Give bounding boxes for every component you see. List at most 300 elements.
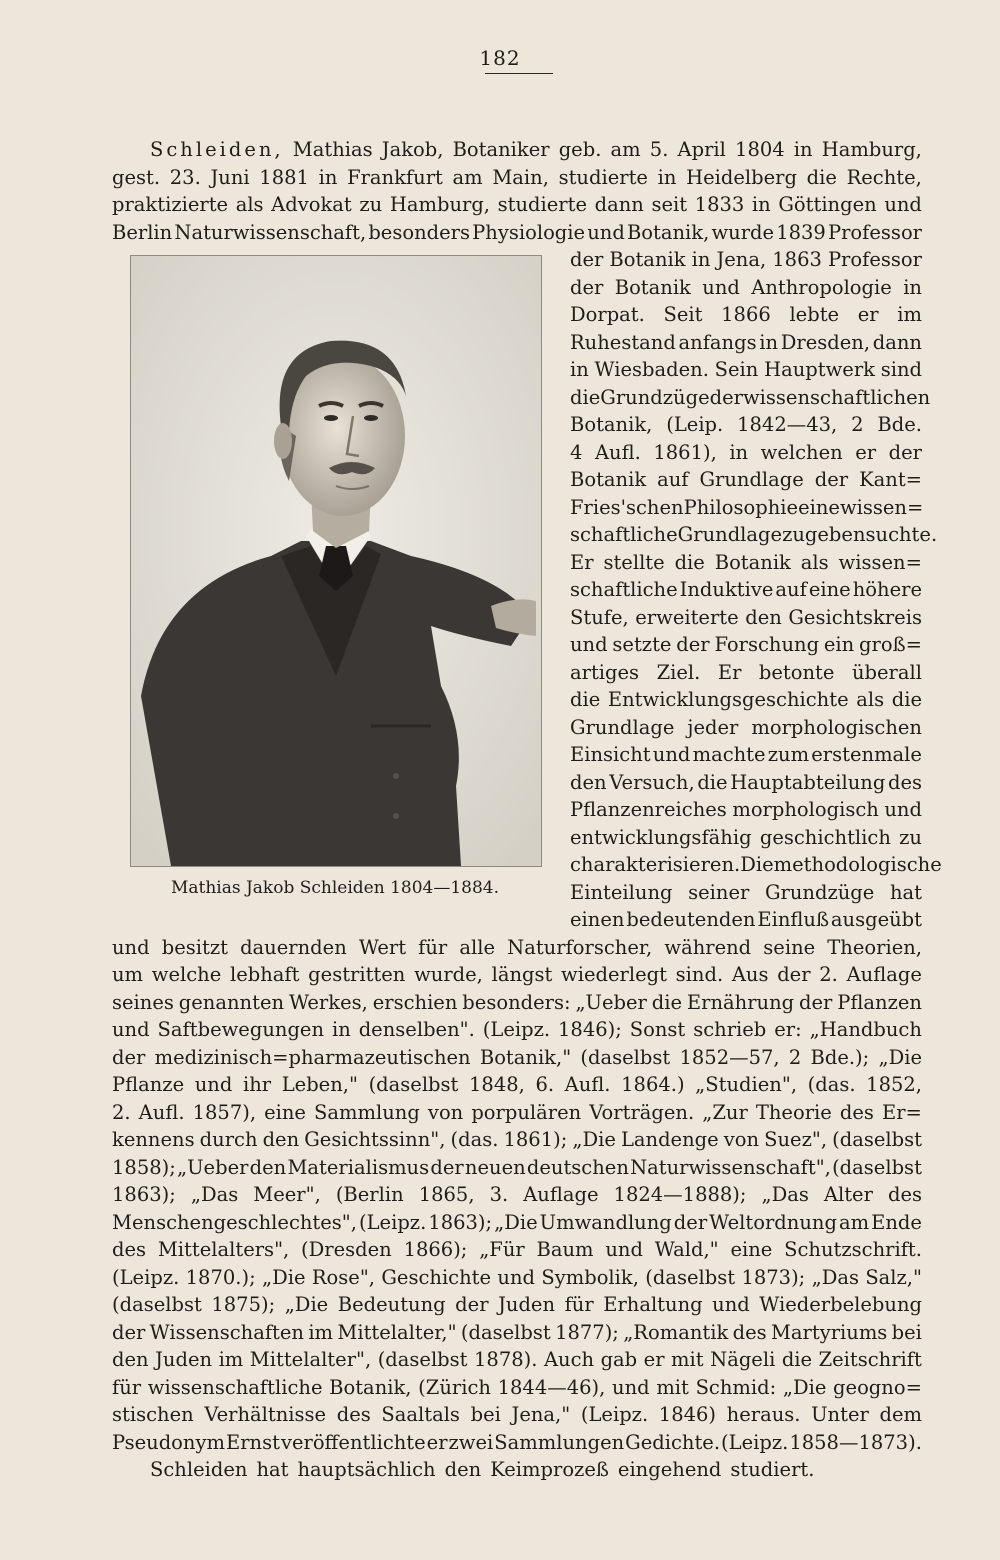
text-word: höhere	[852, 578, 922, 601]
text-word: Er	[717, 660, 742, 684]
text-word: seit	[651, 193, 688, 216]
text-word: zu	[899, 825, 922, 849]
text-word: wiederlegt	[561, 963, 667, 986]
text-word: die	[674, 550, 705, 574]
text-word: in	[903, 275, 922, 299]
text-word: besonders:	[462, 990, 571, 1014]
text-word: Frankfurt	[347, 165, 443, 189]
text-word: Forschung	[714, 633, 820, 656]
text-word: Symbolik,	[541, 1265, 639, 1289]
text-line	[570, 410, 922, 440]
text-word: Einsicht	[570, 743, 651, 766]
text-word: 5.	[649, 138, 669, 161]
text-word: Auflage	[846, 963, 922, 986]
text-word: setzte	[612, 633, 672, 656]
text-word: (daselbst	[580, 1045, 671, 1069]
text-word: die	[781, 1348, 813, 1371]
text-word: Juden	[498, 1293, 556, 1316]
text-word: er	[855, 440, 877, 464]
text-word: Mittelalter,"	[337, 1320, 457, 1344]
text-word: Auflage	[523, 1183, 599, 1206]
text-word: Hamburg,	[821, 138, 922, 161]
text-word: „Die	[494, 1210, 538, 1234]
text-line	[112, 1153, 922, 1183]
text-word: einen	[570, 908, 625, 931]
text-word: Main,	[492, 165, 549, 189]
text-word: der	[799, 990, 833, 1014]
text-word: er	[643, 1348, 665, 1371]
text-word: Ruhestand	[570, 330, 676, 354]
text-word: Hauptabteilung	[730, 770, 886, 794]
text-word: die	[697, 770, 728, 794]
text-word: Naturforscher,	[507, 935, 653, 959]
text-word: in	[331, 1018, 351, 1041]
text-word: gab	[600, 1348, 638, 1371]
text-word: genannten	[178, 990, 285, 1014]
text-word: „Die	[572, 1128, 616, 1151]
text-word: (daselbst	[645, 1265, 736, 1289]
text-line	[570, 905, 922, 935]
text-word: Mittelalters",	[157, 1238, 290, 1261]
text-line	[112, 1125, 922, 1155]
text-word: und	[712, 1293, 750, 1316]
text-word: seine	[763, 935, 816, 959]
text-word: und	[112, 1018, 150, 1041]
text-word: Professor	[827, 248, 922, 271]
text-word: um	[112, 963, 144, 986]
text-word: Er	[570, 550, 594, 574]
text-word: des	[887, 1183, 922, 1206]
text-word: 1877);	[555, 1320, 619, 1344]
text-word: „Zur	[702, 1100, 748, 1124]
text-word: 1857),	[192, 1100, 257, 1124]
text-word: 1804	[735, 138, 785, 161]
text-word: und	[587, 220, 625, 244]
text-word: erschien	[372, 990, 458, 1014]
text-word: Auch	[543, 1348, 595, 1371]
text-word: den	[262, 1128, 300, 1151]
text-word: Saaltals	[381, 1403, 460, 1426]
text-word: für	[418, 935, 448, 959]
text-word: Mathias	[292, 138, 373, 161]
text-word: und	[884, 798, 922, 821]
text-word: dann	[872, 330, 922, 354]
text-word: Materialismus	[287, 1155, 430, 1179]
text-word: und	[112, 935, 150, 959]
text-word: 1858);	[112, 1155, 176, 1179]
text-word: Landenge	[620, 1128, 719, 1151]
text-word: (Berlin	[335, 1183, 404, 1206]
text-word: Induktive	[679, 578, 774, 601]
text-word: morphologischen	[751, 715, 922, 739]
text-word: „Die	[782, 1375, 827, 1399]
text-word: Rechte,	[846, 165, 922, 189]
text-word: geschichtlich	[759, 825, 891, 849]
text-line	[570, 850, 942, 880]
text-line	[570, 245, 922, 275]
text-word: Botanik	[714, 550, 791, 574]
text-word: Zeitschrift	[818, 1348, 922, 1371]
text-word: zu	[359, 193, 383, 216]
text-word: Pflanze	[112, 1073, 185, 1096]
text-word: in	[318, 165, 338, 189]
text-word: methodologische	[773, 853, 942, 876]
text-line	[570, 465, 922, 495]
text-word: und	[605, 1238, 643, 1261]
text-word: Theorien,	[827, 935, 922, 959]
text-word: und	[497, 1265, 535, 1289]
text-word: durch	[199, 1128, 258, 1151]
text-word: wissenschaftlichen	[742, 385, 931, 409]
text-word: Stufe,	[570, 605, 629, 629]
text-line	[112, 933, 922, 963]
text-word: 1865,	[418, 1183, 475, 1206]
text-word: „Das	[190, 1183, 239, 1206]
text-word: 1839	[776, 220, 826, 244]
text-word: den	[249, 1155, 287, 1179]
page-number-rule	[485, 73, 553, 74]
text-word: „Romantik	[623, 1320, 729, 1344]
text-word: Grundlage	[699, 468, 804, 491]
text-word: den	[112, 1348, 149, 1371]
text-line	[112, 1043, 922, 1073]
text-word: der	[455, 1293, 489, 1316]
text-word: Schutzschrift.	[784, 1238, 922, 1261]
text-word: entwicklungsfähig	[570, 825, 752, 849]
text-word: 1848,	[469, 1073, 525, 1096]
text-line	[112, 1318, 922, 1348]
text-word: der	[673, 1210, 708, 1234]
text-word: Erhaltung	[603, 1293, 703, 1316]
text-word: von	[723, 1128, 760, 1151]
text-word: Salz,"	[865, 1265, 922, 1289]
text-word: 1846);	[558, 1018, 622, 1041]
text-word: der	[112, 1045, 146, 1069]
text-word: Dresden,	[780, 330, 871, 354]
text-word: und	[702, 275, 740, 299]
text-line	[570, 383, 931, 413]
text-word: Geschichte	[381, 1265, 492, 1289]
text-word: Grundzüge	[600, 385, 710, 409]
text-word: er:	[774, 1018, 802, 1041]
text-word: (Leipz.	[721, 1430, 789, 1454]
text-word: Nägeli	[710, 1348, 776, 1371]
text-word: auf	[657, 468, 689, 491]
text-word: ein	[823, 633, 855, 656]
text-word: 2	[788, 1045, 802, 1069]
text-word: Jena,	[716, 248, 767, 271]
text-line	[150, 1455, 922, 1485]
text-word: Umwandlung	[539, 1210, 672, 1234]
text-word: Hamburg,	[389, 193, 491, 216]
text-word: Menschengeschlechtes",	[112, 1210, 357, 1234]
text-word: zwei	[448, 1430, 494, 1454]
text-word: Aufl.	[138, 1100, 185, 1124]
text-word: Weltordnung	[709, 1210, 837, 1234]
text-word: 1833	[694, 193, 745, 216]
text-word: Jena,"	[511, 1403, 571, 1426]
text-word: geb.	[558, 138, 602, 161]
text-line	[112, 163, 922, 193]
text-word: Vorträgen.	[589, 1100, 695, 1124]
text-word: und	[652, 743, 691, 766]
text-line	[570, 630, 922, 660]
text-word: Gesichtssinn",	[304, 1128, 446, 1151]
text-word: hat	[256, 1458, 289, 1481]
text-word: des	[112, 1238, 147, 1261]
text-word: der	[112, 1320, 146, 1344]
text-word: Saftbewegungen	[157, 1018, 325, 1041]
text-line	[112, 988, 922, 1018]
text-word: 1861);	[503, 1128, 568, 1151]
text-word: wurde	[711, 220, 775, 244]
text-line	[570, 823, 922, 853]
text-word: Wiederbelebung	[759, 1293, 922, 1316]
text-word: Alter	[823, 1183, 873, 1206]
text-word: 2	[851, 413, 864, 436]
text-word: die	[891, 688, 922, 711]
text-line	[112, 1180, 922, 1210]
text-word: in	[570, 358, 589, 381]
text-word: wissen=	[838, 550, 922, 574]
text-word: Wissenschaften	[149, 1320, 304, 1344]
text-word: geben	[804, 523, 866, 546]
text-word: sind.	[675, 963, 724, 986]
text-word: Göttingen	[778, 193, 877, 216]
text-word: bedeutenden	[626, 908, 756, 931]
text-word: der	[888, 440, 922, 464]
text-word: artiges	[570, 660, 640, 684]
text-word: eine	[798, 495, 840, 519]
text-word: praktizierte	[112, 193, 229, 216]
text-word: (Leipz.	[112, 1265, 180, 1289]
text-word: zu	[782, 523, 805, 546]
text-word: die	[806, 165, 837, 189]
text-word: Mittelalter",	[249, 1348, 372, 1371]
text-word: groß=	[859, 633, 922, 656]
text-word: Professor	[827, 220, 922, 244]
text-line	[570, 658, 922, 688]
text-word: Advokat	[271, 193, 352, 216]
text-word: Bde.);	[810, 1045, 870, 1069]
text-word: Martyriums	[770, 1320, 888, 1344]
text-word: (daselbst	[112, 1293, 202, 1316]
text-word: Bedeutung	[337, 1293, 446, 1316]
text-word: 23.	[169, 165, 201, 189]
text-word: mit	[671, 1348, 704, 1371]
text-word: die	[651, 990, 683, 1014]
text-word: 6.	[535, 1073, 555, 1096]
text-word: (daselbst	[377, 1348, 468, 1371]
text-word: (Leipz.	[482, 1018, 551, 1041]
text-word: 1873);	[741, 1265, 806, 1289]
text-line	[112, 1235, 922, 1265]
text-word: bei	[470, 1403, 501, 1426]
text-word: im	[897, 303, 922, 326]
text-word: welchen	[760, 440, 843, 464]
text-word: 3.	[489, 1183, 509, 1206]
text-word: schaftliche	[570, 523, 678, 546]
text-word: Ernährung	[686, 990, 795, 1014]
text-word: 4	[570, 440, 583, 464]
text-word: Pflanzenreiches	[570, 798, 727, 821]
text-line	[570, 438, 922, 468]
text-word: Botaniker	[452, 138, 550, 161]
text-word: studiert.	[730, 1458, 815, 1481]
text-word: Die	[740, 853, 774, 876]
text-word: der	[570, 275, 604, 299]
text-word: während	[664, 935, 752, 959]
text-word: schaftliche	[570, 578, 678, 601]
text-word: 1863	[772, 248, 822, 271]
text-word: und	[884, 193, 922, 216]
text-word: studierte	[497, 193, 587, 216]
text-word: 1861),	[653, 440, 717, 464]
text-word: Verhältnisse	[204, 1403, 327, 1426]
text-word: Botanik,"	[479, 1045, 572, 1069]
text-line	[570, 300, 922, 330]
text-word: (Leip.	[666, 413, 724, 436]
text-word: jeder	[687, 715, 739, 739]
text-word: (Dresden	[301, 1238, 392, 1261]
text-word: 2.	[112, 1100, 131, 1124]
text-word: kennens	[112, 1128, 195, 1151]
text-word: 1866);	[403, 1238, 468, 1261]
text-word: der	[709, 385, 743, 409]
text-word: April	[677, 138, 726, 161]
text-word: 1824—1888);	[613, 1183, 747, 1206]
text-word: Physiologie	[472, 220, 586, 244]
text-word: die	[570, 385, 601, 409]
text-word: medizinisch=pharmazeutischen	[154, 1045, 471, 1069]
text-word: 1870.);	[185, 1265, 256, 1289]
text-word: charakterisieren.	[570, 853, 741, 876]
text-word: Theorie	[755, 1100, 832, 1124]
text-word: denselben".	[358, 1018, 475, 1041]
text-line	[112, 1015, 922, 1045]
image-caption: Mathias Jakob Schleiden 1804—1884.	[170, 878, 500, 898]
text-word: längst	[491, 963, 553, 986]
text-word: Naturwissenschaft",	[630, 1155, 831, 1179]
text-word: deutschen	[526, 1155, 629, 1179]
text-word: Schleiden	[150, 1458, 248, 1481]
text-word: den	[444, 1458, 482, 1481]
text-word: Anthropologie	[751, 275, 892, 299]
text-word: Wiesbaden.	[594, 358, 709, 381]
text-word: ausgeübt	[830, 908, 922, 931]
text-word: wissen=	[839, 495, 924, 519]
text-word: Bde.	[877, 413, 922, 436]
text-word: (Zürich	[418, 1375, 491, 1399]
text-line	[112, 1208, 922, 1238]
text-word: „Ueber	[575, 990, 647, 1014]
text-word: schrieb	[693, 1018, 767, 1041]
text-line	[570, 355, 922, 385]
text-line	[570, 768, 922, 798]
text-word: hat	[889, 880, 922, 904]
text-word: dauernden	[240, 935, 347, 959]
text-word: Heidelberg	[686, 165, 797, 189]
text-word: Versuch,	[609, 770, 695, 794]
text-line	[112, 1373, 922, 1403]
text-word: Botanik,	[626, 220, 710, 244]
text-line	[570, 603, 922, 633]
text-word: porpulären	[471, 1100, 582, 1124]
text-word: im	[218, 1348, 244, 1371]
text-word: Botanik	[614, 275, 691, 299]
text-line	[570, 493, 922, 523]
text-line	[150, 135, 922, 165]
text-line	[112, 1400, 922, 1430]
text-word: Dorpat.	[570, 303, 645, 326]
text-word: des	[336, 1403, 371, 1426]
text-word: Hauptwerk	[764, 358, 875, 381]
text-word: „Für	[479, 1238, 525, 1261]
text-word: Grundzüge	[764, 880, 875, 904]
text-word: Kant=	[859, 468, 922, 491]
text-line	[112, 1263, 922, 1293]
text-word: Ziel.	[656, 660, 701, 684]
text-word: „Ueber	[177, 1155, 249, 1179]
text-word: Schmid:	[695, 1375, 777, 1399]
text-word: in	[729, 440, 749, 464]
text-word: neuen	[464, 1155, 526, 1179]
text-word: (Leipz.	[358, 1210, 427, 1234]
text-word: betonte	[758, 660, 835, 684]
text-word: Juni	[210, 165, 250, 189]
text-word: Aus	[731, 963, 769, 986]
text-word: Einfluß	[757, 908, 829, 931]
text-line	[112, 190, 922, 220]
text-word: die	[570, 688, 601, 711]
text-word: und	[194, 1073, 233, 1096]
text-line	[112, 1290, 922, 1320]
text-word: Aufl.	[594, 440, 641, 464]
text-word: wurde,	[414, 963, 483, 986]
text-word: (daselbst	[832, 1128, 922, 1151]
text-word: wissenschaftliche	[147, 1375, 323, 1399]
text-word: Suez",	[764, 1128, 828, 1151]
text-word: hauptsächlich	[297, 1458, 436, 1481]
text-word: sind	[880, 358, 922, 381]
text-word: welche	[151, 963, 222, 986]
text-word: (daselbst	[460, 1320, 551, 1344]
text-word: den	[570, 770, 607, 794]
text-word: besitzt	[161, 935, 228, 959]
text-word: ihr	[242, 1073, 272, 1096]
text-word: 1842—43,	[737, 413, 838, 436]
text-word: der	[777, 963, 811, 986]
text-word: er	[426, 1430, 448, 1454]
text-word: Botanik,	[570, 413, 653, 436]
text-word: Einteilung	[570, 880, 673, 904]
text-word: 1846)	[658, 1403, 717, 1426]
text-word: Botanik	[609, 248, 686, 271]
text-line	[112, 960, 922, 990]
text-word: am	[610, 138, 641, 161]
text-word: Er=	[881, 1100, 922, 1124]
text-word: 1875);	[211, 1293, 276, 1316]
text-line	[112, 1098, 922, 1128]
text-word: alle	[459, 935, 496, 959]
text-word: des	[839, 1100, 874, 1124]
text-word: (daselbst	[368, 1073, 459, 1096]
text-word: „Handbuch	[809, 1018, 922, 1041]
text-word: 1852,	[866, 1073, 922, 1096]
text-word: 1864.)	[621, 1073, 685, 1096]
text-word: er	[857, 303, 879, 326]
text-word: bei	[891, 1320, 922, 1344]
